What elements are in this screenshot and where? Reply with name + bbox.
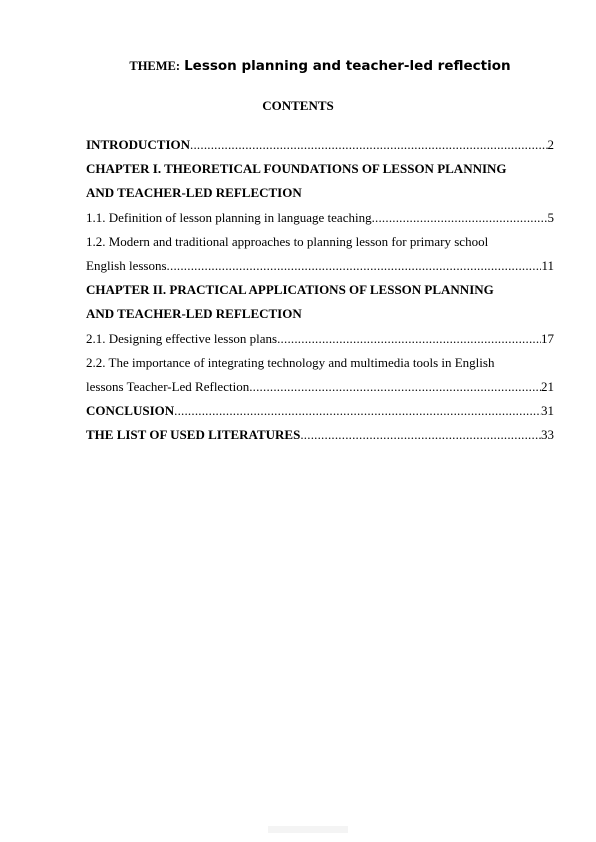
toc-leader-dots <box>372 206 548 230</box>
toc-entry-chapter-1-line-1 <box>86 157 554 181</box>
toc-entry-text: THE LIST OF USED LITERATURES <box>86 427 301 443</box>
toc-entry-text: 2.1. Designing effective lesson plans <box>86 330 278 346</box>
theme-title: Lesson planning and teacher-led reflection <box>184 58 511 74</box>
toc-entry-section-2-2-line-2 <box>86 375 554 399</box>
theme-label: THEME: <box>129 59 181 73</box>
toc-entry-text: 1.1. Definition of lesson planning in language teaching <box>86 209 372 225</box>
toc-entry-section-1-2-line-2 <box>86 254 554 278</box>
toc-leader-dots <box>167 254 542 278</box>
toc-entry-text: INTRODUCTION <box>86 137 191 152</box>
toc-entry-chapter-2-line-1 <box>86 278 554 302</box>
toc-entry-text: CHAPTER II. PRACTICAL APPLICATIONS OF LESSON PLANNING <box>86 282 494 298</box>
toc-entry-chapter-1-line-2 <box>86 181 554 205</box>
toc-leader-dots <box>300 423 541 447</box>
toc-entry-text: English lessons <box>86 257 167 273</box>
toc-entry-section-1-1 <box>86 206 554 230</box>
toc-page-number: 5 <box>547 209 554 225</box>
toc-entry-section-2-2-line-1 <box>86 351 554 375</box>
toc-entry-text: CHAPTER I. THEORETICAL FOUNDATIONS OF LESSON PLANNING <box>86 161 507 177</box>
toc-entry-introduction <box>86 133 554 157</box>
toc-entry-conclusion <box>86 399 554 423</box>
theme-line <box>0 57 596 75</box>
table-of-contents <box>86 133 554 447</box>
toc-entry-section-1-2-line-1 <box>86 230 554 254</box>
toc-entry-text: lessons Teacher-Led Reflection <box>86 378 250 394</box>
toc-page-number: 17 <box>541 330 554 346</box>
toc-entry-text: AND TEACHER-LED REFLECTION <box>86 306 302 322</box>
toc-entry-text: AND TEACHER-LED REFLECTION <box>86 185 302 201</box>
toc-entry-text: CONCLUSION <box>86 403 175 419</box>
toc-entry-chapter-2-line-2 <box>86 302 554 326</box>
toc-entry-section-2-1 <box>86 327 554 351</box>
toc-page-number: 2 <box>547 137 554 152</box>
toc-leader-dots <box>174 399 541 423</box>
toc-page-number: 33 <box>541 427 554 443</box>
toc-entry-text: 1.2. Modern and traditional approaches to planning lesson for primary school <box>86 233 489 249</box>
toc-page-number: 31 <box>541 403 554 419</box>
toc-page-number: 21 <box>541 378 554 394</box>
toc-page-number: 11 <box>541 257 554 273</box>
toc-leader-dots <box>190 133 547 157</box>
toc-entry-literature <box>86 423 554 447</box>
contents-heading: CONTENTS <box>262 98 334 113</box>
toc-entry-text: 2.2. The importance of integrating technology and multimedia tools in English <box>86 354 495 370</box>
toc-leader-dots <box>277 327 541 351</box>
faint-footer-mark <box>268 826 348 833</box>
toc-leader-dots <box>249 375 541 399</box>
